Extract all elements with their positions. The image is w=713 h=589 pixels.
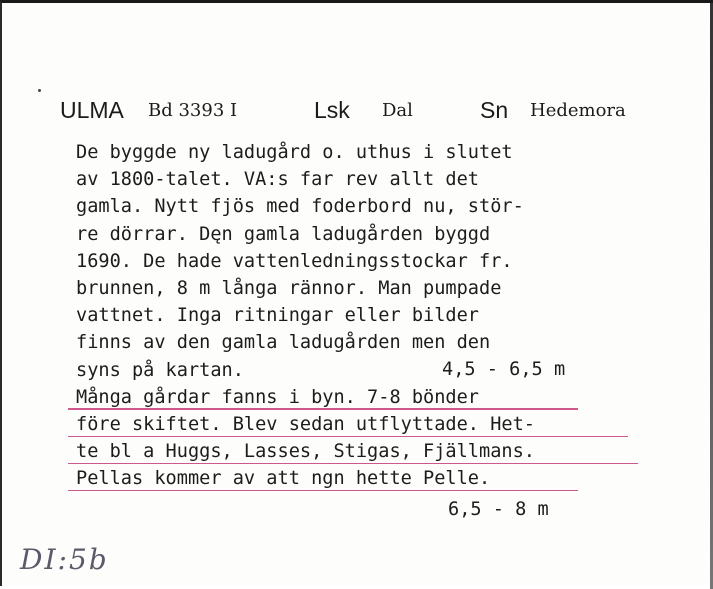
underlined-line: te bl a Huggs, Lasses, Stigas, Fjällmans. [76,438,686,465]
text-line: gamla. Nytt fjös med foderbord nu, stör- [76,196,524,218]
lsk-value: Dal [382,100,413,121]
underlined-line: Pellas kommer av att ngn hette Pelle. [76,465,686,492]
text-line: De byggde ny ladugård o. uthus i slutet [76,142,513,163]
underlined-line: Många gårdar fanns i byn. 7-8 bönder [76,384,686,411]
underlined-line: före skiftet. Blev sedan utflyttade. Het- [76,411,686,438]
text-line: re dörrar. Dęn gamla ladugården byggd [76,223,491,245]
text-line: 1690. De hade vattenledningsstockar fr. [76,250,513,272]
text-line: syns på kartan. [76,359,244,381]
sn-label: Sn [480,97,509,123]
measurement-range-2: 6,5 - 8 m [448,499,549,520]
text-line: vattnet. Inga ritningar eller bilder [76,305,479,327]
lsk-label: Lsk [314,97,350,123]
text-line: finns av den gamla ladugården men den [76,332,491,354]
record-number: Bd 3393 I [148,100,238,121]
card-body [76,139,686,492]
measurement-range-1: 4,5 - 6,5 m [442,359,566,380]
ink-dot [38,89,41,92]
archive-code: ULMA [60,97,124,123]
text-line: av 1800-talet. VA:s far rev allt det [76,169,479,191]
sn-value: Hedemora [530,100,626,121]
text-line: brunnen, 8 m långa rännor. Man pumpade [76,277,502,299]
handwritten-note: DI:5b [20,543,109,576]
card-header [60,97,700,127]
